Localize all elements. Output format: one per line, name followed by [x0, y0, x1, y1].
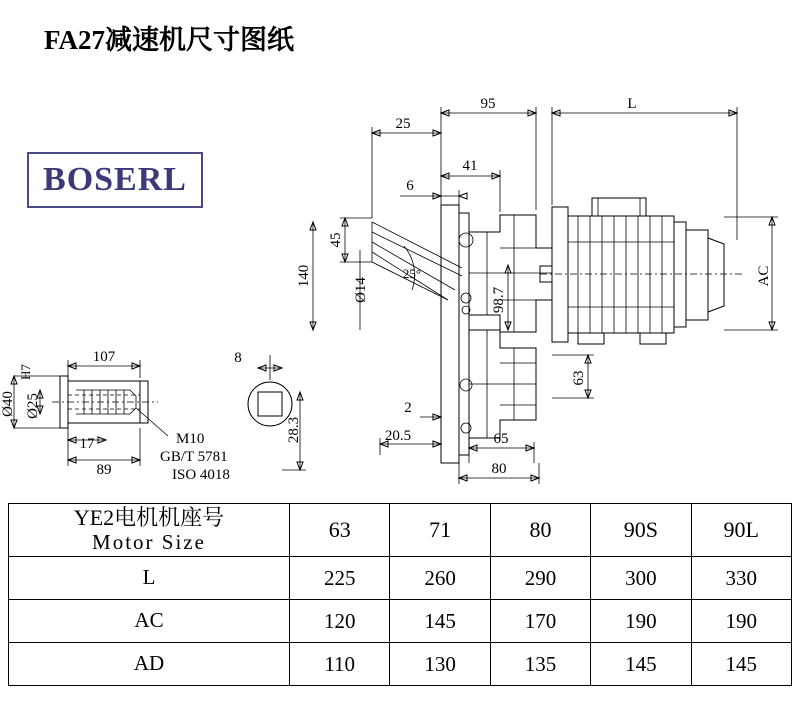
cell-L-71: 260 [390, 557, 490, 600]
row-header-AD: AD [9, 643, 290, 686]
cell-AD-90l: 145 [691, 643, 791, 686]
cell-L-80: 290 [490, 557, 590, 600]
dim-65: 65 [493, 431, 509, 447]
row-header-L: L [9, 557, 290, 600]
cell-motor-size-80: 80 [490, 504, 590, 557]
motor-body [540, 198, 745, 344]
cell-AC-71: 145 [390, 600, 490, 643]
cell-AD-80: 135 [490, 643, 590, 686]
dim-20-5: 20.5 [384, 428, 412, 444]
dim-diameter-25h7-tol: H7 [18, 364, 33, 380]
dim-2: 2 [404, 400, 412, 416]
row-header-motor-size [9, 504, 290, 557]
note-gb-standard: GB/T 5781 [160, 449, 228, 465]
dim-95: 95 [480, 96, 496, 112]
cell-L-90s: 300 [591, 557, 691, 600]
dim-41: 41 [462, 158, 478, 174]
dim-25: 25 [395, 116, 411, 132]
motor-size-label-en: Motor Size [92, 529, 206, 554]
page-title: FA27减速机尺寸图纸 [44, 25, 294, 55]
cell-motor-size-90s: 90S [591, 504, 691, 557]
table-row [9, 557, 792, 600]
cell-AD-63: 110 [290, 643, 390, 686]
specification-table [8, 503, 792, 686]
row-header-AC: AC [9, 600, 290, 643]
dim-80: 80 [491, 461, 507, 477]
dim-diameter-40: Ø40 [0, 391, 16, 417]
cell-motor-size-71: 71 [390, 504, 490, 557]
dim-AC: AC [756, 265, 772, 287]
cell-AD-71: 130 [390, 643, 490, 686]
dim-angle-25: 25° [402, 266, 422, 281]
dim-diameter-25h7: Ø25 [25, 393, 41, 419]
dim-diameter-14: Ø14 [353, 277, 369, 303]
dim-28-3: 28.3 [286, 416, 302, 444]
dim-45: 45 [328, 232, 344, 248]
cell-L-90l: 330 [691, 557, 791, 600]
key-section-detail [248, 355, 306, 470]
cell-AC-80: 170 [490, 600, 590, 643]
note-m10: M10 [176, 431, 205, 447]
cell-AC-90l: 190 [691, 600, 791, 643]
cell-motor-size-63: 63 [290, 504, 390, 557]
dim-8: 8 [234, 350, 242, 366]
dim-6: 6 [406, 178, 414, 194]
dim-140: 140 [296, 264, 312, 288]
dim-L: L [627, 96, 637, 112]
gearbox-body [372, 205, 552, 463]
cell-motor-size-90l: 90L [691, 504, 791, 557]
table-row [9, 643, 792, 686]
dim-98-7: 98.7 [491, 286, 507, 314]
motor-size-label-cn: YE2电机机座号 [73, 505, 225, 530]
dim-107: 107 [92, 349, 116, 365]
cell-L-63: 225 [290, 557, 390, 600]
dim-17: 17 [79, 436, 95, 452]
cell-AC-90s: 190 [591, 600, 691, 643]
note-iso-standard: ISO 4018 [172, 467, 230, 483]
logo-text: BOSERL [43, 161, 187, 198]
cell-AD-90s: 145 [591, 643, 691, 686]
dim-63: 63 [571, 370, 587, 386]
table-row [9, 600, 792, 643]
table-row [9, 504, 792, 557]
cell-AC-63: 120 [290, 600, 390, 643]
dim-89: 89 [96, 462, 112, 478]
